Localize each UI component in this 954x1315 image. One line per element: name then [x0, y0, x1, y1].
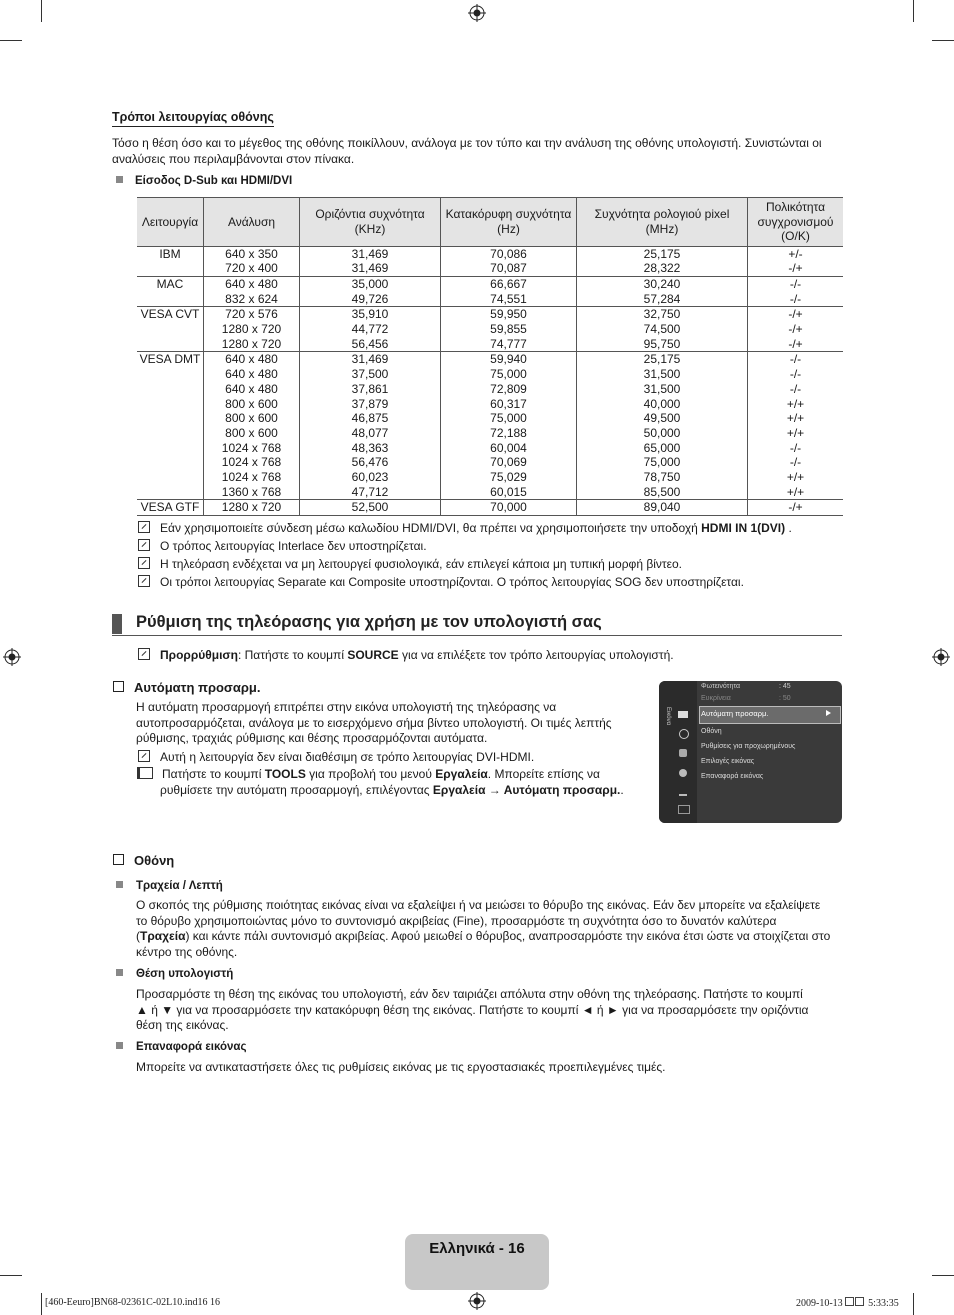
mode-cell: IBM: [159, 246, 181, 261]
resolution-cell: [204, 352, 300, 500]
header-vfreq: Κατακόρυφη συχνότητα (Hz): [441, 198, 577, 247]
osd-sharpness-value: : 50: [779, 695, 791, 702]
cell-value: 49,500: [643, 411, 681, 426]
cell-value: 832 x 624: [225, 291, 278, 306]
vfreq-cell: [441, 276, 577, 306]
cell-value: 31,500: [643, 381, 681, 396]
image-reset-text: Μπορείτε να αντικαταστήσετε όλες τις ρυθμίσεις εικόνας με τις εργοστασιακές προεπιλεγμένες τιμές.: [136, 1060, 666, 1074]
tools-icon: [137, 767, 153, 779]
cell-value: 70,000: [490, 500, 527, 515]
cell-value: 640 x 480: [225, 352, 278, 367]
table-row: [137, 500, 843, 516]
cell-value: 32,750: [643, 307, 681, 322]
preset-note: Προρρύθμιση: Πατήστε το κουμπί SOURCE για να επιλέξετε τον τρόπο λειτουργίας υπολογιστή.: [138, 648, 674, 664]
cell-value: 85,500: [643, 484, 681, 499]
cell-value: 74,777: [490, 336, 527, 351]
table-group: [137, 307, 843, 352]
crop-mark: [913, 0, 914, 22]
cell-value: 40,000: [643, 396, 681, 411]
cell-value: 75,000: [643, 455, 681, 470]
registration-mark-icon: [468, 1292, 486, 1310]
print-date: 2009-10-13 5:33:35: [796, 1298, 899, 1309]
cell-value: 70,069: [490, 455, 527, 470]
cell-value: 60,015: [490, 484, 527, 499]
cell-value: -/+: [788, 307, 803, 322]
vfreq-cell: [441, 307, 577, 352]
bullet-square-icon: [116, 1042, 123, 1049]
note-item: Οι τρόποι λειτουργίας Separate και Composite υποστηρίζονται. Ο τρόπος λειτουργίας SOG δεν υποστηρίζεται.: [138, 575, 853, 593]
polarity-cell: [748, 246, 844, 276]
osd-sidebar: [659, 681, 697, 823]
polarity-cell: [748, 500, 844, 516]
cell-value: 640 x 480: [225, 367, 278, 382]
vfreq-cell: [441, 246, 577, 276]
cell-value: 28,322: [643, 261, 681, 276]
mode-cell: MAC: [156, 276, 184, 291]
picture-icon: [678, 711, 688, 718]
crop-mark: [932, 1275, 954, 1276]
print-file-info: [460-Eeuro]BN68-02361C-02L10.ind16 16: [45, 1297, 220, 1308]
cell-value: -/+: [788, 336, 803, 351]
cell-value: +/+: [786, 484, 805, 499]
cell-value: 1024 x 768: [221, 470, 282, 485]
auto-adjust-text: Η αυτόματη προσαρμογή επιτρέπει στην εικόνα υπολογιστή της τηλεόρασης να αυτοπροσαρμόζεται, ανάλογα με το εισερχόμενο σήμα βίντεο υπολογιστή. Οι τιμές λεπτής ρύθμισης, τραχιάς ρύθμισης και θέσης προσαρμόζονται αυτόματα.: [136, 700, 612, 745]
cell-value: 25,175: [643, 246, 681, 261]
input-icon: [679, 788, 687, 796]
cell-value: -/+: [788, 500, 803, 515]
cell-value: 47,712: [351, 484, 389, 499]
cell-value: 59,950: [490, 307, 527, 322]
display-modes-table: [137, 197, 843, 516]
mode-cell: VESA CVT: [140, 307, 200, 322]
note-icon: [138, 557, 150, 569]
cell-value: 1280 x 720: [221, 322, 282, 337]
cell-value: 720 x 400: [225, 261, 278, 276]
note-item: Ο τρόπος λειτουργίας Interlace δεν υποστηρίζεται.: [138, 539, 853, 557]
cell-value: 70,086: [490, 246, 527, 261]
polarity-cell: [748, 307, 844, 352]
intro-text: [112, 136, 852, 167]
polarity-cell: [748, 352, 844, 500]
cell-value: -/-: [789, 381, 802, 396]
table-row: [137, 276, 843, 306]
osd-picture-reset[interactable]: Επαναφορά εικόνας: [701, 773, 764, 780]
osd-menu-screenshot: [659, 681, 842, 823]
cell-value: 37,500: [351, 367, 389, 382]
cell-value: 31,469: [351, 261, 389, 276]
cell-value: -/-: [789, 276, 802, 291]
cell-value: 78,750: [643, 470, 681, 485]
cell-value: 44,772: [351, 322, 389, 337]
hfreq-cell: [300, 500, 441, 516]
cell-value: 37,861: [351, 381, 389, 396]
cell-value: 31,500: [643, 367, 681, 382]
cell-value: 30,240: [643, 276, 681, 291]
cell-value: 640 x 480: [225, 381, 278, 396]
osd-screen[interactable]: Οθόνη: [701, 728, 722, 735]
cell-value: 49,726: [351, 291, 389, 306]
cell-value: +/+: [786, 411, 805, 426]
note-item: Η τηλεόραση ενδέχεται να μη λειτουργεί φυσιολογικά, εάν επιλεγεί κάποια μη τυπική μορφή βίντεο.: [138, 557, 853, 575]
auto-adjust-heading: Αυτόματη προσαρμ.: [113, 680, 260, 695]
cell-value: 72,809: [490, 381, 527, 396]
checkbox-bullet-icon: [113, 681, 124, 692]
vfreq-cell: [441, 352, 577, 500]
bullet-square-icon: [116, 969, 123, 976]
resolution-cell: [204, 500, 300, 516]
cell-value: 50,000: [643, 425, 681, 440]
table-row: [137, 352, 843, 500]
osd-auto-adjust[interactable]: Αυτόματη προσαρμ.: [701, 709, 769, 718]
osd-brightness: Φωτεινότητα: [701, 683, 741, 690]
crop-mark: [0, 40, 22, 41]
osd-advanced[interactable]: Ρυθμίσεις για προχωρημένους: [701, 743, 796, 750]
hfreq-cell: [300, 307, 441, 352]
cell-value: 60,317: [490, 396, 527, 411]
cell-value: 75,000: [490, 367, 527, 382]
hfreq-cell: [300, 352, 441, 500]
note-icon: [138, 648, 150, 660]
note-icon: [138, 575, 150, 587]
cell-value: 56,456: [351, 336, 389, 351]
cell-value: -/+: [788, 322, 803, 337]
cell-value: 48,363: [351, 440, 389, 455]
cell-value: 35,910: [351, 307, 389, 322]
cell-value: 70,087: [490, 261, 527, 276]
tools-tip: Πατήστε το κουμπί TOOLS για προβολή του μενού Εργαλεία. Μπορείτε επίσης να ρυθμίσετε την αυτόματη προσαρμογή, επιλέγοντας Εργαλεία → Αυτόματη προσαρμ..: [137, 767, 657, 798]
cell-value: 48,077: [351, 425, 389, 440]
table-row: [137, 246, 843, 276]
header-resolution: Ανάλυση: [204, 198, 300, 247]
header-hfreq: Οριζόντια συχνότητα (KHz): [300, 198, 441, 247]
osd-sharpness: Ευκρίνεια: [701, 695, 731, 702]
note-icon: [138, 750, 150, 762]
pixel-clock-cell: [577, 276, 748, 306]
header-polarity: Πολικότητα συγχρονισμού (Ο/Κ): [748, 198, 844, 247]
cell-value: 35,000: [351, 276, 389, 291]
polarity-cell: [748, 276, 844, 306]
osd-picture-options[interactable]: Επιλογές εικόνας: [701, 758, 755, 765]
table-group: [137, 500, 843, 516]
coarse-fine-heading: Τραχεία / Λεπτή: [116, 879, 223, 895]
screen-heading: Οθόνη: [113, 853, 174, 868]
cell-value: 800 x 600: [225, 411, 278, 426]
page-number: Ελληνικά - 16: [429, 1240, 525, 1257]
hfreq-cell: [300, 276, 441, 306]
pc-position-heading: Θέση υπολογιστή: [116, 967, 233, 983]
cell-value: 46,875: [351, 411, 389, 426]
bullet-square-icon: [116, 881, 123, 888]
table-group: [137, 276, 843, 306]
cell-value: 59,940: [490, 352, 527, 367]
pixel-clock-cell: [577, 500, 748, 516]
cell-value: 640 x 480: [225, 276, 278, 291]
cell-value: -/-: [789, 367, 802, 382]
crop-mark: [913, 1293, 914, 1315]
cell-value: 1024 x 768: [221, 440, 282, 455]
cell-value: +/+: [786, 396, 805, 411]
cell-value: -/-: [789, 352, 802, 367]
cell-value: 66,667: [490, 276, 527, 291]
table-group: [137, 246, 843, 276]
mode-cell: VESA DMT: [139, 352, 201, 367]
note-item: Εάν χρησιμοποιείτε σύνδεση μέσω καλωδίου HDMI/DVI, θα πρέπει να χρησιμοποιήσετε την υποδοχή HDMI IN 1(DVI) .: [138, 521, 853, 539]
cell-value: 74,551: [490, 291, 527, 306]
cell-value: 1360 x 768: [221, 484, 282, 499]
section-title: Τρόποι λειτουργίας οθόνης: [112, 110, 274, 127]
mode-cell: VESA GTF: [140, 500, 200, 515]
cell-value: 800 x 600: [225, 425, 278, 440]
resolution-cell: [204, 307, 300, 352]
notes-list: [138, 521, 853, 593]
cell-value: 89,040: [643, 500, 681, 515]
table-header-row: [137, 198, 843, 247]
cell-value: 31,469: [351, 352, 389, 367]
cell-value: 720 x 576: [225, 307, 278, 322]
vfreq-cell: [441, 500, 577, 516]
bullet-square-icon: [116, 176, 123, 183]
crop-mark: [932, 40, 954, 41]
cell-value: 60,004: [490, 440, 527, 455]
pixel-clock-cell: [577, 307, 748, 352]
cell-value: 800 x 600: [225, 396, 278, 411]
cell-value: -/-: [789, 440, 802, 455]
cell-value: -/-: [789, 455, 802, 470]
cell-value: 1024 x 768: [221, 455, 282, 470]
cell-value: +/-: [788, 246, 803, 261]
cell-value: 65,000: [643, 440, 681, 455]
cell-value: 56,476: [351, 455, 389, 470]
cell-value: 640 x 350: [225, 246, 278, 261]
checkbox-bullet-icon: [113, 854, 124, 865]
cell-value: 75,029: [490, 470, 527, 485]
section-heading: Ρύθμιση της τηλεόρασης για χρήση με τον υπολογιστή σας: [136, 613, 602, 631]
cell-value: 1280 x 720: [221, 500, 282, 515]
image-reset-heading: Επαναφορά εικόνας: [116, 1040, 246, 1056]
note-icon: [138, 521, 150, 533]
channel-icon: [679, 749, 687, 757]
registration-mark-icon: [3, 648, 21, 666]
coarse-fine-text: Ο σκοπός της ρύθμισης ποιότητας εικόνας είναι να εξαλείψει ή να μειώσει το θόρυβο της εικόνας. Εάν δεν μπορείτε να εξαλείψετε το θόρυβο χρησιμοποιώντας μόνο το συντονισμό ακριβείας (Fine), προσαρμόστε τη συχνότητα όσο το δυνατόν καλύτερα (Τραχεία) και κάντε πάλι συντονισμό ακριβείας. Αφού μειωθεί ο θόρυβος, αναπροσαρμόστε την εικόνα έτσι ώστε να στοιχίζεται στο κέντρο της οθόνης.: [136, 898, 831, 959]
table-group: [137, 352, 843, 500]
cell-value: 1280 x 720: [221, 336, 282, 351]
pc-position-text: Προσαρμόστε τη θέση της εικόνας του υπολογιστή, εάν δεν ταιριάζει απόλυτα στην οθόνη της τηλεόρασης. Πατήστε το κουμπί ▲ ή ▼ για να προσαρμόσετε την κατακόρυφη θέση της εικόνας. Πατήστε το κουμπί ◄ ή ► για να προσαρμόσετε την οριζόντια θέση της εικόνας.: [136, 987, 809, 1032]
header-pixel-clock: Συχνότητα ρολογιού pixel (MHz): [577, 198, 748, 247]
crop-mark: [0, 1275, 22, 1276]
header-mode: Λειτουργία: [137, 198, 204, 247]
auto-adjust-note: Αυτή η λειτουργία δεν είναι διαθέσιμη σε τρόπο λειτουργίας DVI-HDMI.: [138, 750, 648, 766]
cell-value: 74,500: [643, 322, 681, 337]
glyph-box-icon: [855, 1297, 864, 1306]
cell-value: 59,855: [490, 322, 527, 337]
cell-value: 60,023: [351, 470, 389, 485]
table-row: [137, 307, 843, 352]
pixel-clock-cell: [577, 352, 748, 500]
hfreq-cell: [300, 246, 441, 276]
arrow-right-icon: [826, 710, 831, 716]
crop-mark: [41, 1293, 42, 1315]
crop-mark: [41, 0, 42, 22]
resolution-cell: [204, 276, 300, 306]
heading-rule: [112, 635, 842, 636]
note-icon: [138, 539, 150, 551]
cell-value: 25,175: [643, 352, 681, 367]
intro-line: αναλύσεις που περιλαμβάνονται στον πίνακα.: [112, 151, 355, 166]
resolution-cell: [204, 246, 300, 276]
cell-value: -/+: [788, 261, 803, 276]
setup-gear-icon: [679, 769, 687, 777]
cell-value: +/+: [786, 425, 805, 440]
cell-value: 31,469: [351, 246, 389, 261]
cell-value: 75,000: [490, 411, 527, 426]
cell-value: 72,188: [490, 425, 527, 440]
intro-line: Τόσο η θέση όσο και το μέγεθος της οθόνης ποικίλλουν, ανάλογα με τον τύπο και την ανάλυση της οθόνης υπολογιστή. Συνιστώνται οι: [112, 136, 822, 150]
osd-side-label: Εικόνα: [665, 707, 671, 726]
input-heading: [116, 174, 292, 190]
cell-value: 37,879: [351, 396, 389, 411]
registration-mark-icon: [468, 4, 486, 22]
pixel-clock-cell: [577, 246, 748, 276]
heading-bar: [112, 614, 122, 634]
cell-value: -/-: [789, 291, 802, 306]
sound-icon: [679, 729, 689, 739]
cell-value: 52,500: [351, 500, 389, 515]
registration-mark-icon: [932, 648, 950, 666]
cell-value: +/+: [786, 470, 805, 485]
application-icon: [678, 805, 690, 814]
osd-brightness-value: : 45: [779, 683, 791, 690]
glyph-box-icon: [845, 1297, 854, 1306]
cell-value: 57,284: [643, 291, 681, 306]
cell-value: 95,750: [643, 336, 681, 351]
input-heading-label: Είσοδος D-Sub και HDMI/DVI: [135, 175, 293, 187]
